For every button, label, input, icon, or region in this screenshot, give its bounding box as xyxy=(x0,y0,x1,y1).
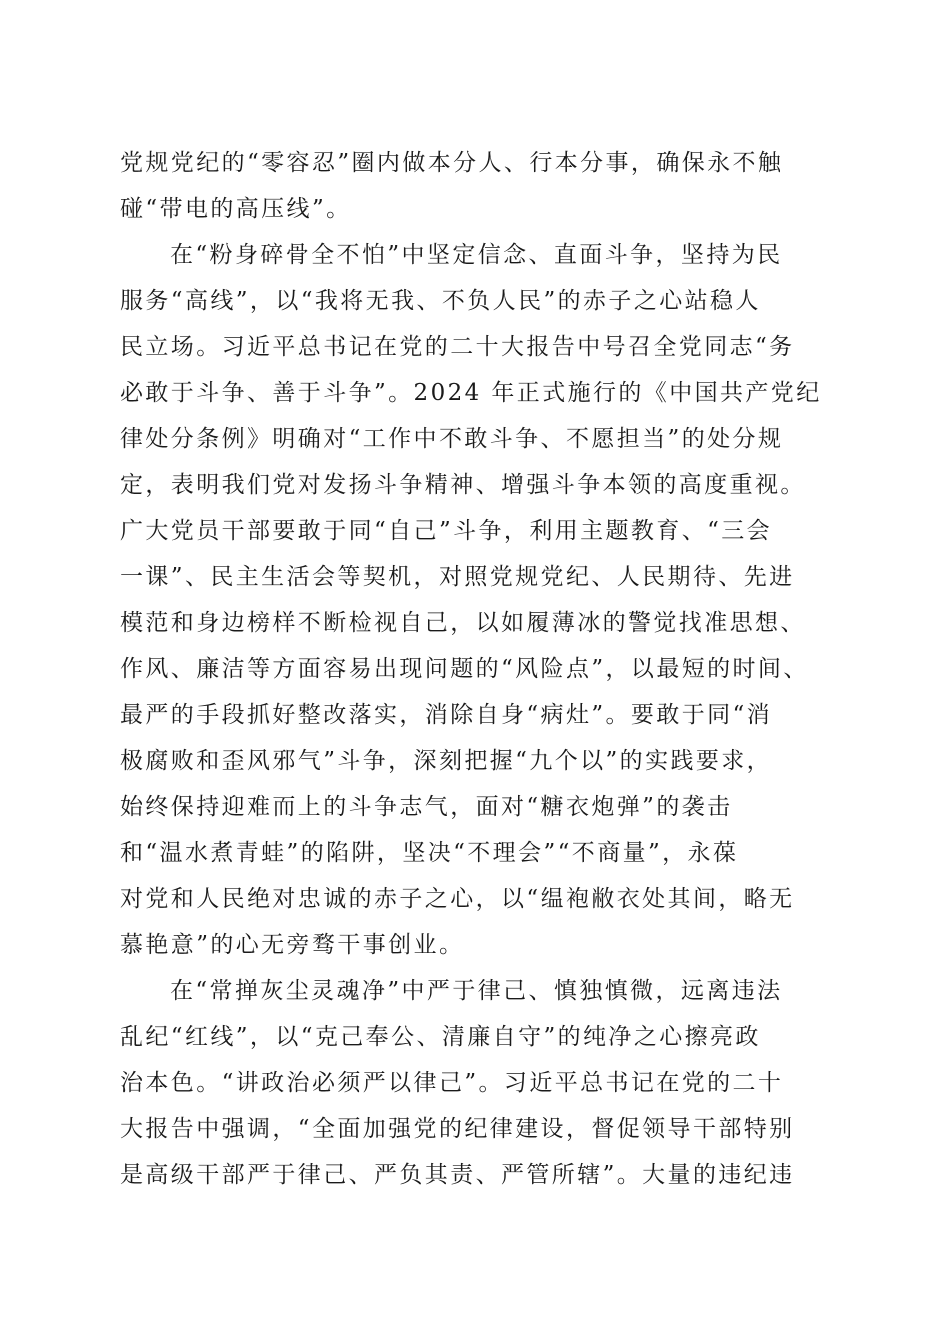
text-line: 碰“带电的高压线”。 xyxy=(120,196,352,222)
text-line: 必敢于斗争、善于斗争”。2024 年正式施行的《中国共产党纪 xyxy=(120,380,822,406)
text-line: 极腐败和歪风邪气”斗争，深刻把握“九个以”的实践要求， xyxy=(120,748,773,774)
text-line: 乱纪“红线”，以“克己奉公、清廉自守”的纯净之心擦亮政 xyxy=(120,1024,761,1050)
text-line: 律处分条例》明确对“工作中不敢斗争、不愿担当”的处分规 xyxy=(120,426,784,452)
text-line: 对党和人民绝对忠诚的赤子之心，以“缊袍敝衣处其间，略无 xyxy=(120,886,795,912)
text-line: 民立场。习近平总书记在党的二十大报告中号召全党同志“务 xyxy=(120,334,795,360)
text-line: 模范和身边榜样不断检视自己，以如履薄冰的警觉找准思想、 xyxy=(120,610,806,636)
body-text xyxy=(120,140,832,1198)
paragraph-start-line: 在“常掸灰尘灵魂净”中严于律己、慎独慎微，远离违法 xyxy=(170,978,783,1004)
text-line: 治本色。“讲政治必须严以律己”。习近平总书记在党的二十 xyxy=(120,1070,784,1096)
text-line: 大报告中强调，“全面加强党的纪律建设，督促领导干部特别 xyxy=(120,1116,795,1142)
text-line: 定，表明我们党对发扬斗争精神、增强斗争本领的高度重视。 xyxy=(120,472,806,498)
paragraph-start-line: 在“粉身碎骨全不怕”中坚定信念、直面斗争，坚持为民 xyxy=(170,242,783,268)
text-line: 始终保持迎难而上的斗争志气，面对“糖衣炮弹”的袭击 xyxy=(120,794,733,820)
text-line: 服务“高线”，以“我将无我、不负人民”的赤子之心站稳人 xyxy=(120,288,761,314)
text-line: 是高级干部严于律己、严负其责、严管所辖”。大量的违纪违 xyxy=(120,1162,795,1188)
text-line: 最严的手段抓好整改落实，消除自身“病灶”。要敢于同“消 xyxy=(120,702,773,728)
text-line: 慕艳意”的心无旁骛干事创业。 xyxy=(120,932,465,958)
text-line: 和“温水煮青蛙”的陷阱，坚决“不理会”“不商量”，永葆 xyxy=(120,840,739,866)
text-line: 作风、廉洁等方面容易出现问题的“风险点”，以最短的时间、 xyxy=(120,656,809,682)
text-line: 一课”、民主生活会等契机，对照党规党纪、人民期待、先进 xyxy=(120,564,795,590)
text-line: 广大党员干部要敢于同“自己”斗争，利用主题教育、“三会 xyxy=(120,518,773,544)
text-line: 党规党纪的“零容忍”圈内做本分人、行本分事，确保永不触 xyxy=(120,150,784,176)
